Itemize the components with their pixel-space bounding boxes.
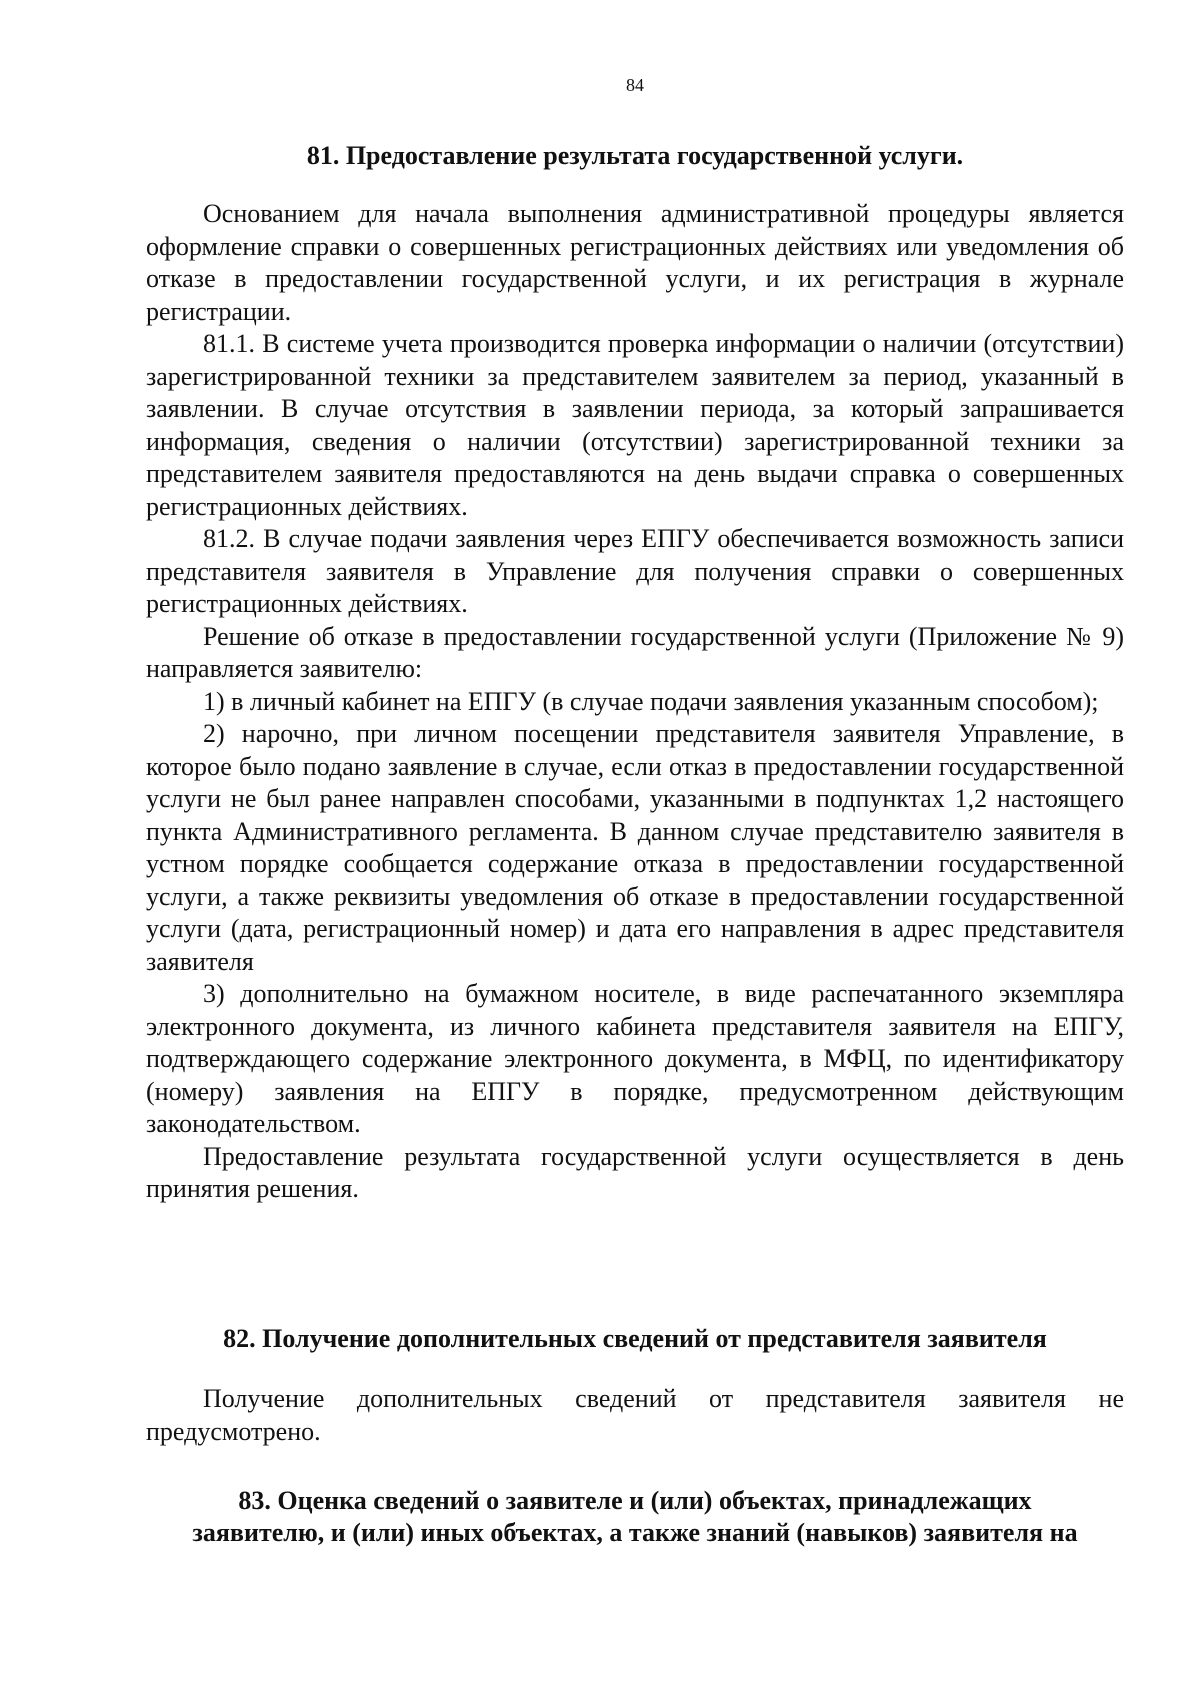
section-81-heading-text: 81. Предоставление результата государственной услуги.: [306, 141, 964, 170]
paragraph: 81.1. В системе учета производится проверка информации о наличии (отсутствии) зарегистрированной техники за представителем заявителем за период, указанный в заявлении. В случае отсутствия в заявлении периода, за который запрашивается информация, сведения о наличии (отсутствии) зарегистрированной техники за представителем заявителя предоставляются на день выдачи справка о совершенных регистрационных действиях.: [146, 329, 1124, 521]
paragraph: Основанием для начала выполнения административной процедуры является оформление справки о совершенных регистрационных действиях или уведомления об отказе в предоставлении государственной услуги, и их регистрация в журнале регистрации.: [146, 199, 1124, 326]
section-82-body: [146, 1383, 1124, 1448]
paragraph: Получение дополнительных сведений от представителя заявителя не предусмотрено.: [146, 1384, 1124, 1446]
section-82-heading-text: 82. Получение дополнительных сведений от представителя заявителя: [223, 1324, 1047, 1353]
paragraph: 3) дополнительно на бумажном носителе, в виде распечатанного экземпляра электронного документа, из личного кабинета представителя заявителя на ЕПГУ, подтверждающего содержание электронного документа, в МФЦ, по идентификатору (номеру) заявления на ЕПГУ в порядке, предусмотренном действующим законодательством.: [146, 979, 1124, 1138]
section-81-heading: [146, 140, 1124, 172]
section-81-body: [146, 198, 1124, 1206]
paragraph: Решение об отказе в предоставлении государственной услуги (Приложение № 9) направляется заявителю:: [146, 621, 1124, 683]
section-83-heading-line: заявителю, и (или) иных объектах, а также знаний (навыков) заявителя на: [192, 1518, 1078, 1547]
page-number: 84: [626, 75, 644, 95]
paragraph: 81.2. В случае подачи заявления через ЕПГУ обеспечивается возможность записи представителя заявителя в Управление для получения справки о совершенных регистрационных действиях.: [146, 524, 1124, 618]
paragraph: 1) в личный кабинет на ЕПГУ (в случае подачи заявления указанным способом);: [203, 686, 1099, 716]
paragraph: Предоставление результата государственной услуги осуществляется в день принятия решения.: [146, 1141, 1124, 1203]
section-83-heading-line: 83. Оценка сведений о заявителе и (или) объектах, принадлежащих: [238, 1486, 1032, 1515]
section-82-heading: [146, 1323, 1124, 1355]
section-83-heading: [146, 1485, 1124, 1549]
paragraph: 2) нарочно, при личном посещении представителя заявителя Управление, в которое было подано заявление в случае, если отказ в предоставлении государственной услуги не был ранее направлен способами, указанными в подпунктах 1,2 настоящего пункта Административного регламента. В данном случае представителю заявителя в устном порядке сообщается содержание отказа в предоставлении государственной услуги, а также реквизиты уведомления об отказе в предоставлении государственной услуги (дата, регистрационный номер) и дата его направления в адрес представителя заявителя: [146, 719, 1124, 976]
